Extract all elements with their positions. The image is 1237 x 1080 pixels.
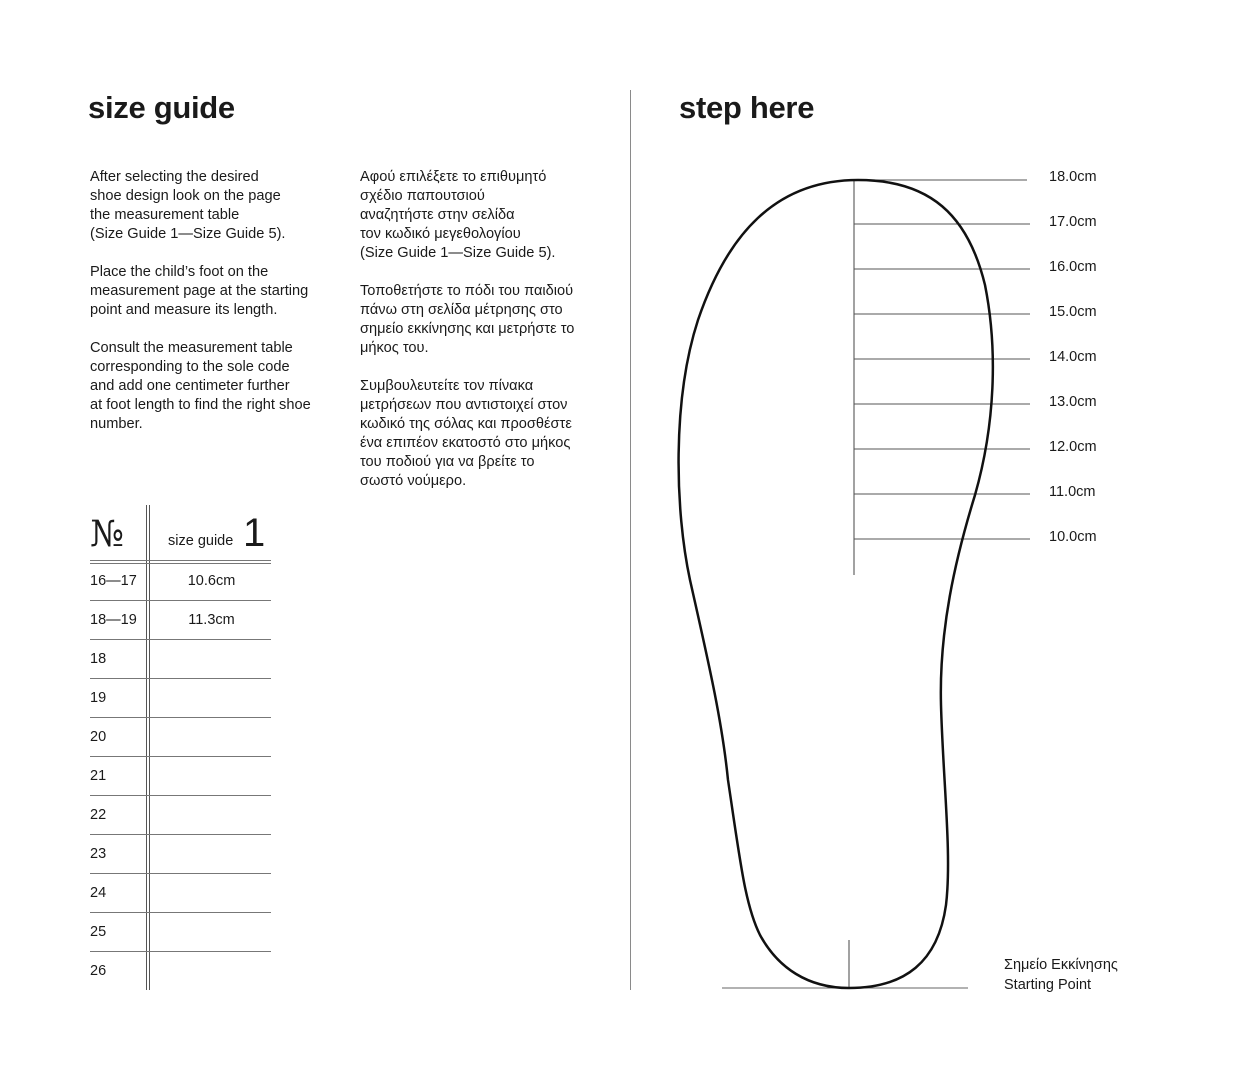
shoe-number: 22 <box>90 807 107 823</box>
english-step-1: After selecting the desired shoe design look on the page the measurement table (Size Guide 1—Size Guide 5). <box>90 169 286 243</box>
ruler-label-18: 18.0cm <box>1049 169 1097 185</box>
ruler-label-15: 15.0cm <box>1049 304 1097 320</box>
size-guide-title: size guide <box>88 90 235 125</box>
shoe-number: 19 <box>90 690 107 706</box>
ruler-label-16: 16.0cm <box>1049 259 1097 275</box>
shoe-number: 18 <box>90 651 107 667</box>
greek-step-3: Συμβουλευτείτε τον πίνακα μετρήσεων που αντιστοιχεί στον κωδικό της σόλας και προσθέστε ένα επιπέον εκατοστό στο μήκος του ποδιού για να βρείτε το σωστό νούμερο. <box>360 378 572 490</box>
ruler-label-17: 17.0cm <box>1049 214 1097 230</box>
size-guide-label: size guide <box>168 533 234 549</box>
shoe-number: 24 <box>90 885 107 901</box>
foot-sole-outline <box>679 180 993 988</box>
numero-sign: № <box>90 514 125 555</box>
ruler-label-14: 14.0cm <box>1049 349 1097 365</box>
ruler-label-10: 10.0cm <box>1049 529 1097 545</box>
starting-point-label <box>1004 956 1118 995</box>
shoe-number: 25 <box>90 924 107 940</box>
english-step-2: Place the child’s foot on the measurement page at the starting point and measure its length. <box>90 264 309 319</box>
foot-length: 10.6cm <box>187 573 236 589</box>
shoe-number: 16—17 <box>90 573 137 589</box>
ruler-label-12: 12.0cm <box>1049 439 1097 455</box>
step-here-title: step here <box>679 90 815 125</box>
english-step-3: Consult the measurement table corresponding to the sole code and add one centimeter further at foot length to find the right shoe number. <box>90 340 311 433</box>
foot-length: 11.3cm <box>188 612 235 628</box>
greek-step-1: Αφού επιλέξετε το επιθυμητό σχέδιο παπουτσιού αναζητήστε στην σελίδα τον κωδικό μεγεθολογίου (Size Guide 1—Size Guide 5). <box>360 169 556 262</box>
ruler-label-11: 11.0cm <box>1049 484 1096 500</box>
starting-point-greek: Σημείο Εκκίνησης <box>1004 957 1118 973</box>
shoe-number: 20 <box>90 729 107 745</box>
shoe-number: 21 <box>90 768 107 784</box>
size-guide-number: 1 <box>243 511 266 555</box>
greek-step-2: Τοποθετήστε το πόδι του παιδιού πάνω στη σελίδα μέτρησης στο σημείο εκκίνησης και μετρήστε το μήκος του. <box>360 283 575 357</box>
shoe-number: 18—19 <box>90 612 137 628</box>
shoe-number: 26 <box>90 963 107 979</box>
ruler-label-13: 13.0cm <box>1049 394 1097 410</box>
starting-point-english: Starting Point <box>1004 976 1092 993</box>
shoe-number: 23 <box>90 846 107 862</box>
